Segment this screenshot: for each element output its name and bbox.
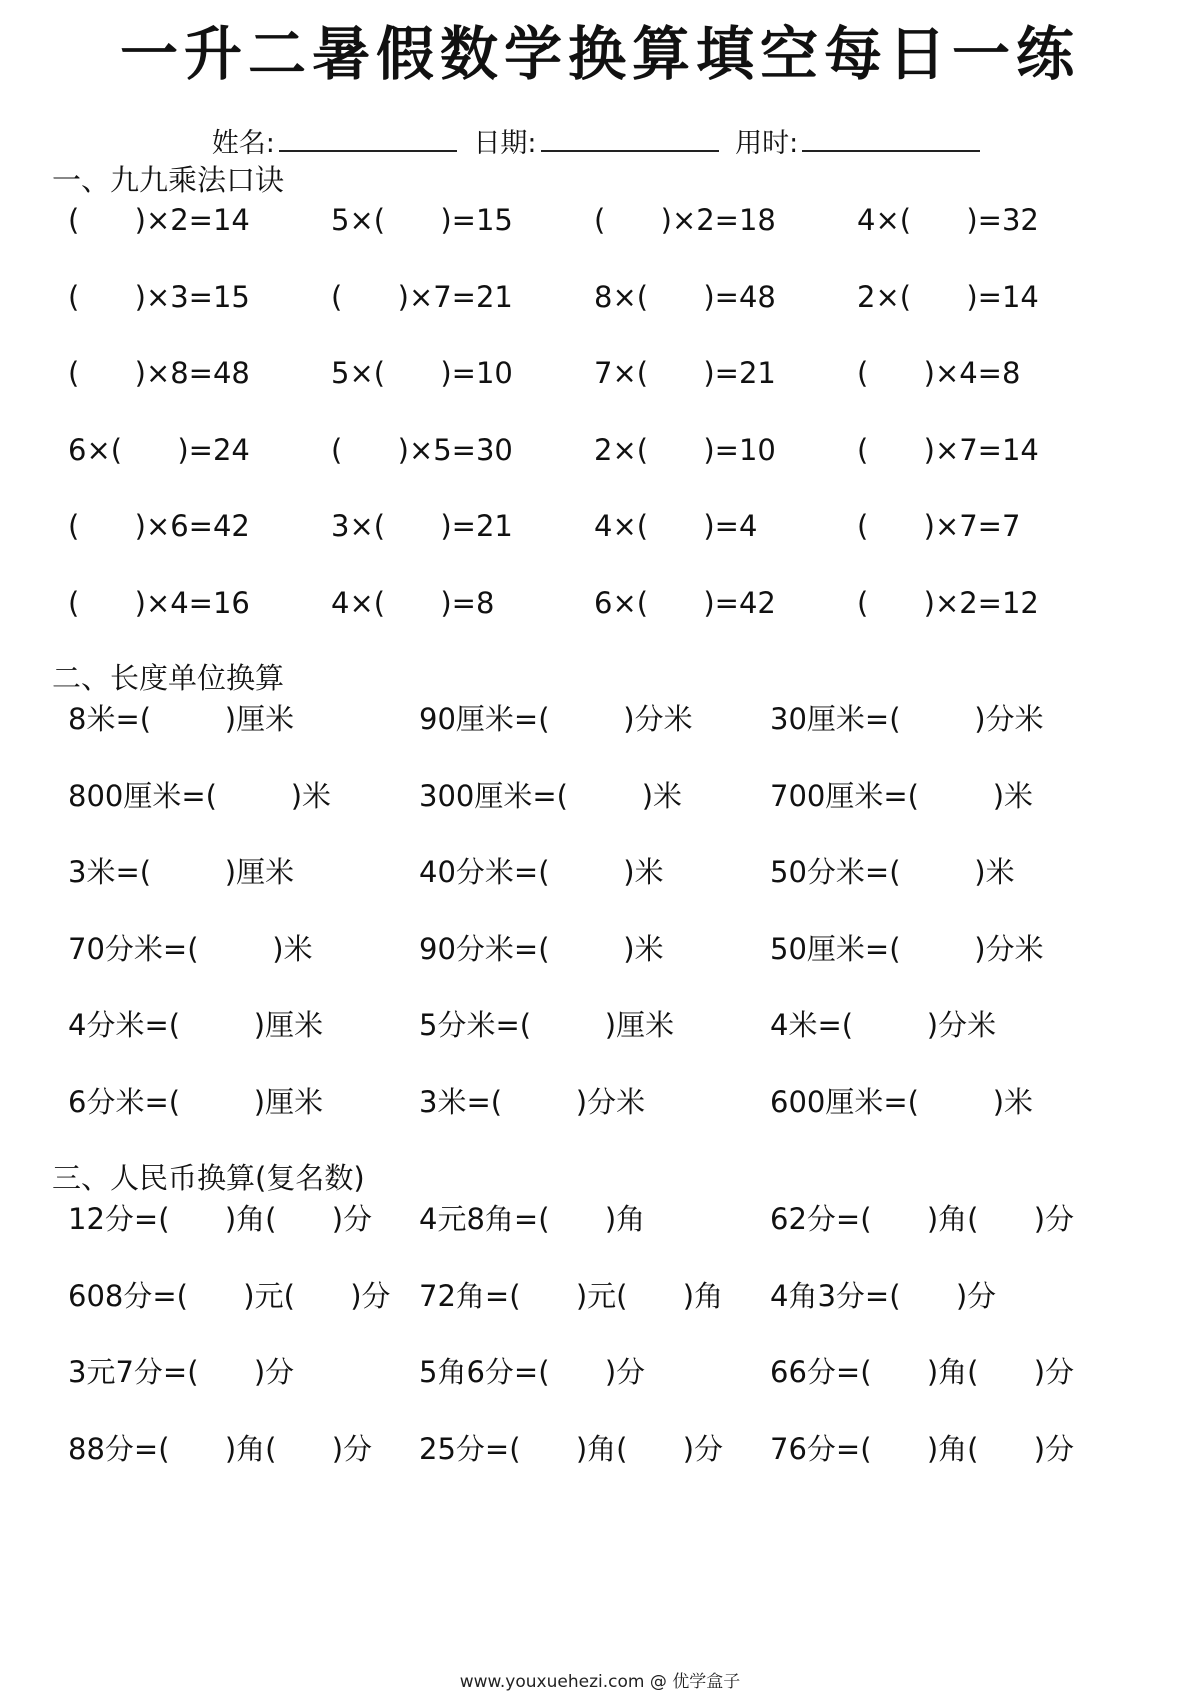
time-field xyxy=(735,122,988,164)
length-problem[interactable]: 3米=( )分米 xyxy=(419,1084,646,1119)
currency-problem[interactable]: 12分=( )角( )分 xyxy=(68,1202,373,1236)
currency-problem[interactable]: 4角3分=( )分 xyxy=(770,1278,997,1313)
length-problem[interactable]: 600厘米=( )米 xyxy=(770,1084,1034,1119)
multiplication-problem[interactable]: 5×( )=10 xyxy=(331,356,513,390)
section-title-length: 二、长度单位换算 xyxy=(52,661,285,695)
multiplication-problem[interactable]: ( )×3=15 xyxy=(68,279,250,314)
length-problem[interactable]: 90厘米=( )分米 xyxy=(419,702,693,736)
multiplication-problem[interactable]: ( )×5=30 xyxy=(331,432,513,467)
length-problem[interactable]: 800厘米=( )米 xyxy=(68,778,332,813)
multiplication-problem[interactable]: ( )×8=48 xyxy=(68,356,250,390)
currency-problem[interactable]: 4元8角=( )角 xyxy=(419,1202,646,1236)
multiplication-problem[interactable]: 8×( )=48 xyxy=(594,279,776,314)
length-problem[interactable]: 6分米=( )厘米 xyxy=(68,1084,324,1119)
section-title-multiplication: 一、九九乘法口诀 xyxy=(52,163,285,197)
multiplication-problem[interactable]: ( )×2=12 xyxy=(857,585,1039,620)
multiplication-problem[interactable]: ( )×7=14 xyxy=(857,432,1039,467)
length-problem[interactable]: 50厘米=( )分米 xyxy=(770,931,1044,966)
time-blank[interactable] xyxy=(802,122,980,152)
currency-problem[interactable]: 72角=( )元( )角 xyxy=(419,1278,724,1313)
multiplication-problem[interactable]: ( )×6=42 xyxy=(68,509,250,543)
currency-problem[interactable]: 25分=( )角( )分 xyxy=(419,1431,724,1466)
multiplication-problem[interactable]: 2×( )=14 xyxy=(857,279,1039,314)
multiplication-problem[interactable]: ( )×4=16 xyxy=(68,585,250,620)
multiplication-problem[interactable]: ( )×4=8 xyxy=(857,356,1021,390)
multiplication-problem[interactable]: 4×( )=8 xyxy=(331,585,495,620)
currency-problem[interactable]: 5角6分=( )分 xyxy=(419,1355,646,1389)
section-title-currency: 三、人民币换算(复名数) xyxy=(52,1161,365,1195)
multiplication-problem[interactable]: ( )×2=14 xyxy=(68,203,250,237)
length-problem[interactable]: 50分米=( )米 xyxy=(770,855,1015,889)
currency-problem[interactable]: 62分=( )角( )分 xyxy=(770,1202,1075,1236)
multiplication-problem[interactable]: ( )×7=7 xyxy=(857,509,1021,543)
multiplication-problem[interactable]: 3×( )=21 xyxy=(331,509,513,543)
currency-problem[interactable]: 66分=( )角( )分 xyxy=(770,1355,1075,1389)
length-problem[interactable]: 5分米=( )厘米 xyxy=(419,1008,675,1042)
length-problem[interactable]: 8米=( )厘米 xyxy=(68,702,295,736)
name-label: 姓名: xyxy=(211,128,275,159)
multiplication-problem[interactable]: ( )×7=21 xyxy=(331,279,513,314)
date-label: 日期: xyxy=(473,128,537,159)
currency-problem[interactable]: 76分=( )角( )分 xyxy=(770,1431,1075,1466)
length-problem[interactable]: 3米=( )厘米 xyxy=(68,855,295,889)
currency-problem[interactable]: 3元7分=( )分 xyxy=(68,1355,295,1389)
page-title: 一升二暑假数学换算填空每日一练 xyxy=(119,20,1080,88)
student-info-line xyxy=(0,122,1200,164)
currency-problem[interactable]: 88分=( )角( )分 xyxy=(68,1431,373,1466)
currency-problem[interactable]: 608分=( )元( )分 xyxy=(68,1278,391,1313)
date-blank[interactable] xyxy=(541,122,719,152)
length-problem[interactable]: 90分米=( )米 xyxy=(419,931,664,966)
length-problem[interactable]: 4米=( )分米 xyxy=(770,1008,997,1042)
date-field xyxy=(473,122,726,164)
multiplication-problem[interactable]: 6×( )=24 xyxy=(68,432,250,467)
multiplication-problem[interactable]: ( )×2=18 xyxy=(594,203,776,237)
multiplication-problem[interactable]: 6×( )=42 xyxy=(594,585,776,620)
footer-watermark: www.youxuehezi.com @ 优学盒子 xyxy=(459,1672,741,1692)
name-field xyxy=(212,122,465,164)
multiplication-problem[interactable]: 4×( )=4 xyxy=(594,509,758,543)
length-problem[interactable]: 700厘米=( )米 xyxy=(770,778,1034,813)
length-problem[interactable]: 300厘米=( )米 xyxy=(419,778,683,813)
multiplication-problem[interactable]: 4×( )=32 xyxy=(857,203,1039,237)
length-problem[interactable]: 40分米=( )米 xyxy=(419,855,664,889)
length-problem[interactable]: 70分米=( )米 xyxy=(68,931,313,966)
multiplication-problem[interactable]: 7×( )=21 xyxy=(594,356,776,390)
multiplication-problem[interactable]: 2×( )=10 xyxy=(594,432,776,467)
time-label: 用时: xyxy=(735,128,799,159)
name-blank[interactable] xyxy=(279,122,457,152)
length-problem[interactable]: 30厘米=( )分米 xyxy=(770,702,1044,736)
length-problem[interactable]: 4分米=( )厘米 xyxy=(68,1008,324,1042)
multiplication-problem[interactable]: 5×( )=15 xyxy=(331,203,513,237)
